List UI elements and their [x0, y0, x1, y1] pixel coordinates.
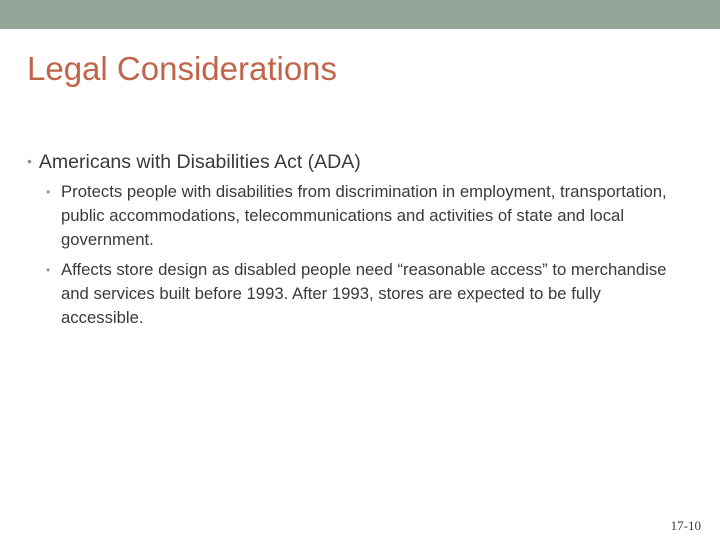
slide-title: Legal Considerations: [27, 50, 338, 87]
bullet-dot-icon: •: [46, 185, 51, 199]
sub-bullet-text: Protects people with disabilities from discrimination in employment, transportation, public accommodations, telecommunications and activities of state and local government.: [61, 182, 667, 249]
bullet-dot-icon: •: [27, 153, 32, 169]
bullet-text: Americans with Disabilities Act (ADA): [38, 151, 361, 173]
bullet-item-ada: [27, 151, 361, 174]
sub-bullet-item-protects: [46, 180, 686, 252]
page-number: 17-10: [670, 518, 701, 533]
sub-bullet-text: Affects store design as disabled people need “reasonable access” to merchandise and services built before 1993. After 1993, stores are expected to be fully accessible.: [61, 260, 667, 327]
sub-bullet-item-affects: [46, 258, 686, 330]
bullet-dot-icon: •: [46, 263, 51, 277]
